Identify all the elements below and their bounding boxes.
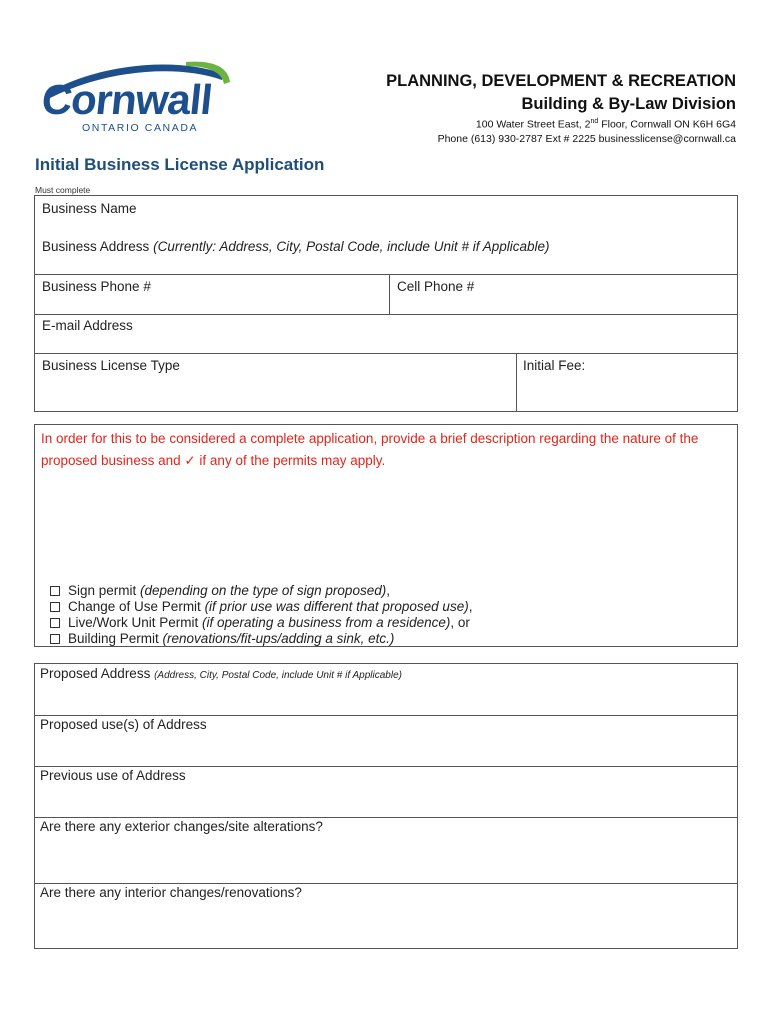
- business-description-section: [34, 424, 738, 647]
- initial-fee-label: Initial Fee:: [523, 358, 586, 373]
- cornwall-logo: [36, 56, 236, 140]
- interior-changes-label: Are there any interior changes/renovations?: [40, 885, 302, 900]
- division-title: Building & By-Law Division: [521, 95, 736, 113]
- business-address-text: Business Address: [42, 239, 150, 254]
- business-phone-field[interactable]: [35, 274, 390, 314]
- permit-option-live-work[interactable]: [50, 615, 470, 630]
- address-post: Floor, Cornwall ON K6H 6G4: [598, 118, 736, 131]
- license-type-label: Business License Type: [42, 358, 180, 373]
- exterior-changes-field[interactable]: [35, 817, 737, 883]
- permit-label: Live/Work Unit Permit: [68, 615, 203, 630]
- must-complete-note: Must complete: [35, 185, 91, 195]
- department-title: PLANNING, DEVELOPMENT & RECREATION: [386, 72, 736, 90]
- office-address: [476, 118, 736, 131]
- description-instruction: [41, 428, 731, 472]
- proposed-use-field[interactable]: [35, 715, 737, 766]
- permit-tail: ,: [468, 599, 473, 614]
- permit-tail: ,: [386, 583, 390, 598]
- proposed-address-text: Proposed Address: [40, 666, 151, 681]
- checkbox-icon[interactable]: [50, 602, 60, 612]
- permit-tail: , or: [450, 615, 470, 630]
- logo-tagline: ONTARIO CANADA: [82, 122, 199, 134]
- logo-wordmark: Cornwall: [39, 76, 214, 123]
- permit-option-sign[interactable]: [50, 583, 390, 598]
- proposed-address-field[interactable]: [35, 664, 737, 715]
- proposed-use-label: Proposed use(s) of Address: [40, 717, 207, 732]
- permit-hint: (if prior use was different that proposed use): [204, 599, 469, 614]
- permit-label: Change of Use Permit: [68, 599, 205, 614]
- initial-fee-field[interactable]: [517, 353, 737, 411]
- permit-hint: (renovations/fit-ups/adding a sink, etc.): [162, 631, 395, 646]
- permit-label: Sign permit: [68, 583, 141, 598]
- address-sup: nd: [590, 118, 599, 125]
- instruction-pre: proposed business and: [41, 453, 185, 468]
- email-field[interactable]: [35, 314, 737, 353]
- permit-option-change-of-use[interactable]: [50, 599, 472, 614]
- business-name-field[interactable]: [35, 196, 737, 235]
- checkbox-icon[interactable]: [50, 586, 60, 596]
- business-address-label: [42, 239, 550, 254]
- previous-use-label: Previous use of Address: [40, 768, 186, 783]
- form-title: Initial Business License Application: [35, 155, 325, 174]
- interior-changes-field[interactable]: [35, 883, 737, 948]
- address-pre: 100 Water Street East, 2: [475, 118, 591, 131]
- proposed-address-hint: (Address, City, Postal Code, include Unit # if Applicable): [154, 670, 402, 681]
- proposed-address-label: [40, 666, 402, 681]
- permit-hint: (if operating a business from a residence): [202, 615, 451, 630]
- business-address-field[interactable]: [35, 235, 737, 274]
- email-label: E-mail Address: [42, 318, 133, 333]
- business-info-section: [34, 195, 738, 412]
- instruction-post: if any of the permits may apply.: [195, 453, 386, 468]
- exterior-changes-label: Are there any exterior changes/site alterations?: [40, 819, 323, 834]
- checkbox-icon[interactable]: [50, 618, 60, 628]
- instruction-line-2: [41, 450, 731, 472]
- checkmark-icon: ✓: [184, 453, 196, 468]
- permit-option-building[interactable]: [50, 631, 394, 646]
- business-phone-label: Business Phone #: [42, 279, 151, 294]
- instruction-line-1: In order for this to be considered a complete application, provide a brief description regarding the nature of the: [41, 431, 699, 446]
- contact-line: Phone (613) 930-2787 Ext # 2225 businesslicense@cornwall.ca: [437, 133, 736, 145]
- permit-label: Building Permit: [68, 631, 163, 646]
- business-address-hint: (Currently: Address, City, Postal Code, include Unit # if Applicable): [153, 239, 550, 254]
- permit-hint: (depending on the type of sign proposed): [140, 583, 387, 598]
- proposed-address-section: [34, 663, 738, 949]
- cell-phone-label: Cell Phone #: [397, 279, 475, 294]
- license-type-field[interactable]: [35, 353, 517, 411]
- business-name-label: Business Name: [42, 201, 137, 216]
- checkbox-icon[interactable]: [50, 634, 60, 644]
- cell-phone-field[interactable]: [390, 274, 737, 314]
- description-textarea[interactable]: [39, 473, 733, 581]
- previous-use-field[interactable]: [35, 766, 737, 817]
